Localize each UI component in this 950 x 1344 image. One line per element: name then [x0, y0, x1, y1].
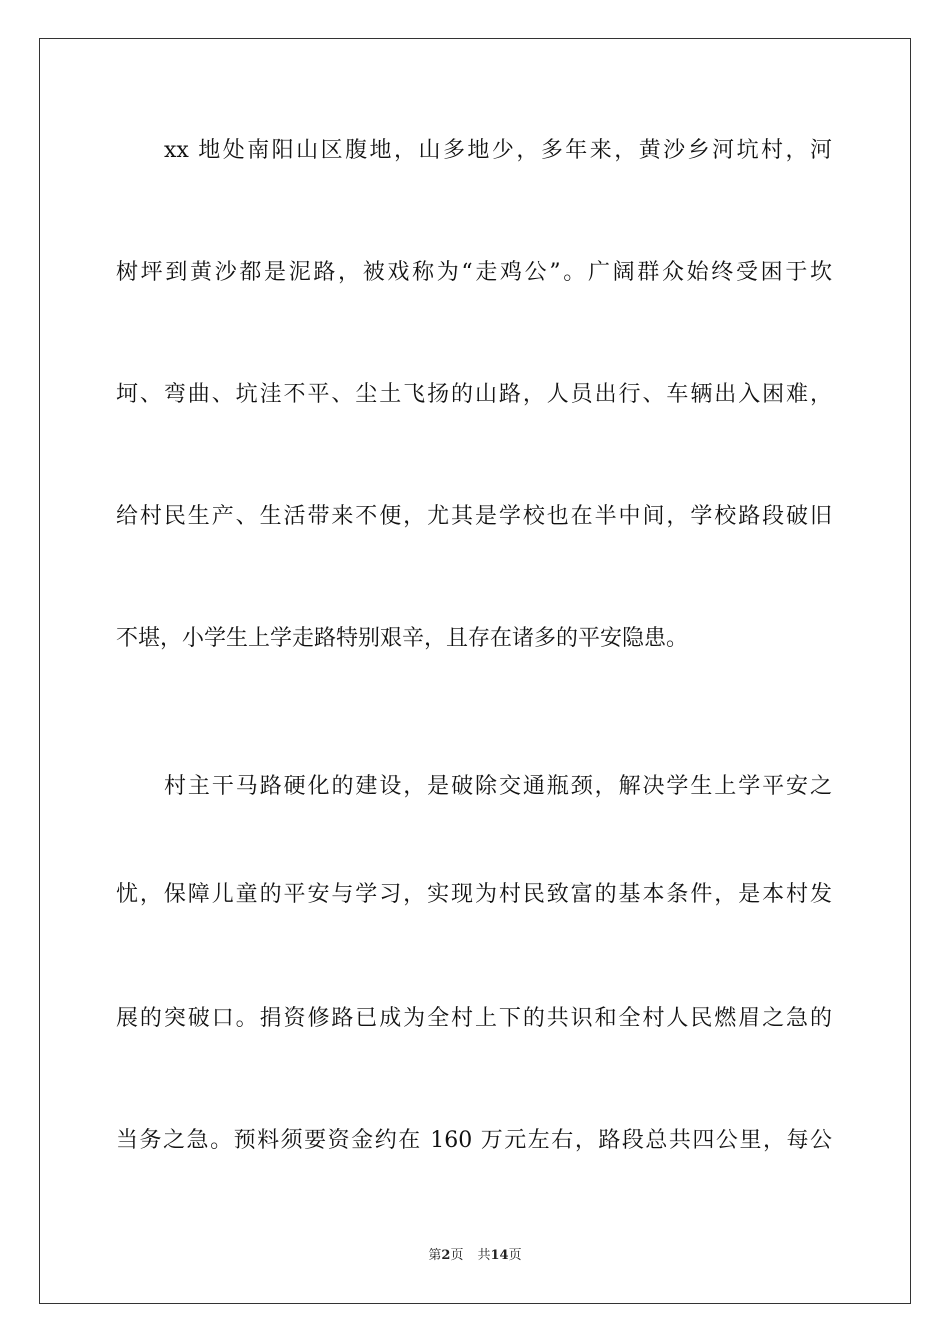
- footer-page-prefix: 第: [428, 1248, 442, 1263]
- paragraph-2-line-4: 当务之急。预料须要资金约在 160 万元左右，路段总共四公里，每公: [116, 1128, 832, 1153]
- footer-total-pages: 14: [490, 1248, 509, 1263]
- page-footer: [0, 1247, 950, 1265]
- paragraph-2-line-1: 村主干马路硬化的建设，是破除交通瓶颈，解决学生上学平安之: [164, 774, 832, 799]
- footer-total-suffix: 页: [508, 1248, 522, 1263]
- paragraph-1-line-4: 给村民生产、生活带来不便，尤其是学校也在半中间，学校路段破旧: [116, 504, 832, 529]
- paragraph-1-line-1: xx 地处南阳山区腹地，山多地少，多年来，黄沙乡河坑村，河: [164, 138, 832, 163]
- paragraph-2-line-3: 展的突破口。捐资修路已成为全村上下的共识和全村人民燃眉之急的: [116, 1006, 832, 1031]
- footer-page-suffix: 页: [450, 1248, 464, 1263]
- paragraph-2-line-2: 忧，保障儿童的平安与学习，实现为村民致富的基本条件，是本村发: [116, 882, 832, 907]
- paragraph-1-line-3: 坷、弯曲、坑洼不平、尘土飞扬的山路，人员出行、车辆出入困难，: [116, 382, 832, 407]
- paragraph-1-line-5: 不堪，小学生上学走路特别艰辛，且存在诸多的平安隐患。: [116, 626, 689, 651]
- footer-total-prefix: 共: [477, 1248, 491, 1263]
- paragraph-1-line-2: 树坪到黄沙都是泥路，被戏称为“走鸡公”。广阔群众始终受困于坎: [116, 260, 832, 285]
- page-border: [39, 38, 911, 1304]
- footer-page-number: 2: [441, 1248, 451, 1263]
